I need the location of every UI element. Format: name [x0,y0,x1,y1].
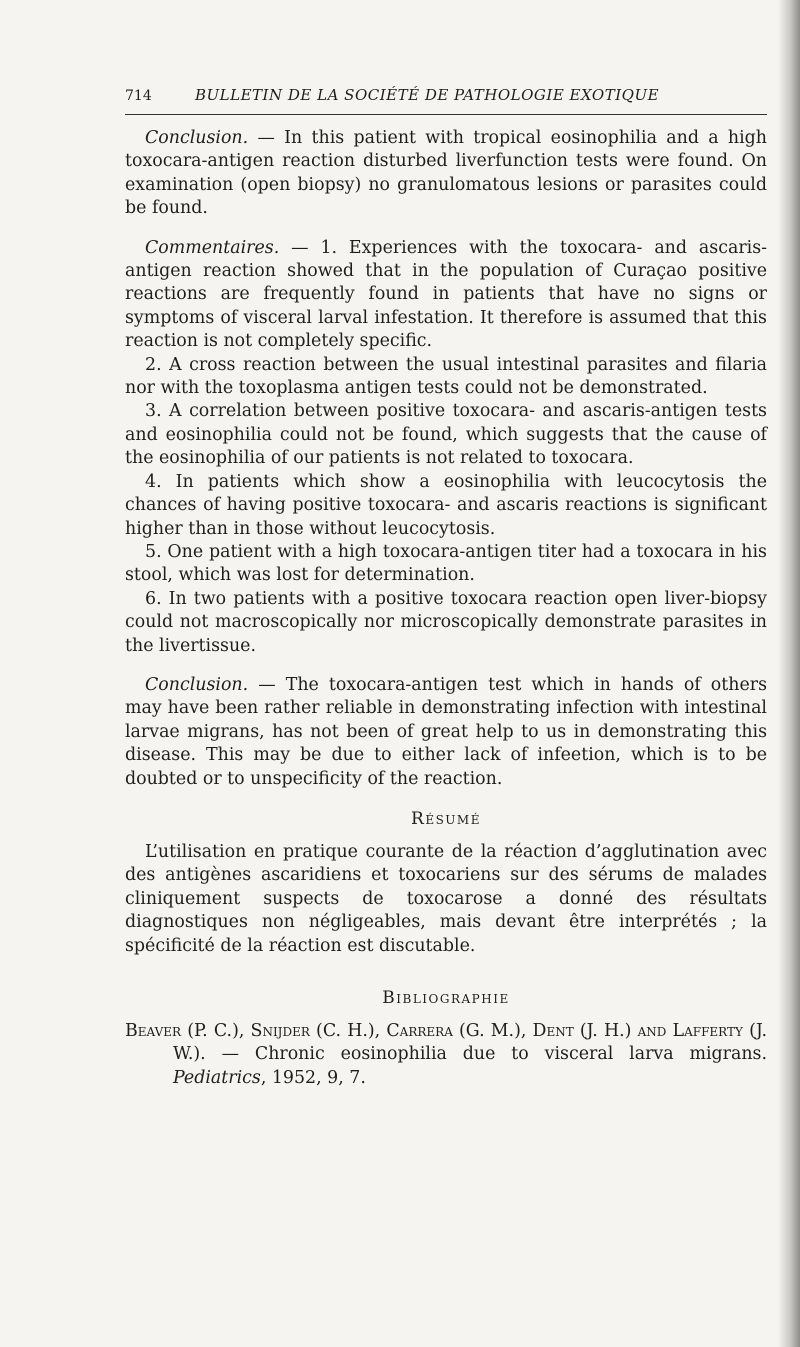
reference-details: , 1952, 9, 7. [260,1067,366,1088]
commentaire-item-3: 3. A correlation between positive toxocara- and ascaris-antigen tests and eosinophilia could not be found, which suggests that the cause of the eosinophilia of our patients is not related to toxocara. [125,401,767,469]
reference-authors: Beaver (P. C.), Snijder (C. H.), Carrera (G. M.), Dent (J. H.) and Lafferty (J. W.). [125,1021,767,1065]
page-edge-shadow [778,0,800,1347]
reference-entry: Beaver (P. C.), Snijder (C. H.), Carrera (G. M.), Dent (J. H.) and Lafferty (J. W.). — Chronic eosinophilia due to visceral larva migrans. Pediatrics, 1952, 9, 7. [125,1021,768,1088]
commentaire-item-5: 5. One patient with a high toxocara-antigen titer had a toxocara in his stool, which was lost for determination. [125,541,767,586]
commentaire-item-2: 2. A cross reaction between the usual intestinal parasites and filaria nor with the toxoplasma antigen tests could not be demonstrated. [125,354,767,399]
running-header [125,86,767,115]
conclusion-2-paragraph: Conclusion. — The toxocara-antigen test which in hands of others may have been rather reliable in demonstrating infection with intestinal larvae migrans, has not been of great help to us in demonstrating this disease. This may be due to either lack of infeetion, which is to be doubted or to unspecificity of the reaction. [125,674,767,789]
bibliographie-heading: Bibliographie [382,988,510,1008]
conclusion-2-text: The toxocara-antigen test which in hands of others may have been rather reliable in demonstrating infection with intestinal larvae migrans, has not been of great help to us in demonstrating this disease. This may be due to either lack of infeetion, which is to be doubted or to unspecificity of the reaction. [125,674,767,789]
resume-text: L’utilisation en pratique courante de la réaction d’agglutination avec des antigènes ascaridiens et toxocariens sur des sérums de malades cliniquement suspects de toxocarose a donné des résultats diagnostiques non négligeables, mais devant être interprétés ; la spécificité de la réaction est discutable. [125,841,767,956]
conclusion-text: In this patient with tropical eosinophilia and a high toxocara-antigen reaction disturbed liverfunction tests were found. On examination (open biopsy) no granulomatous lesions or parasites could be found. [125,128,767,219]
reference-title: Chronic eosinophilia due to visceral larva migrans. [254,1044,768,1065]
commentaire-item-6: 6. In two patients with a positive toxocara reaction open liver-biopsy could not macroscopically nor microscopically demonstrate parasites in the livertissue. [125,588,767,656]
commentaires-paragraph: Commentaires. — 1. Experiences with the toxocara- and ascaris-antigen reaction showed that in the population of Curaçao positive reactions are frequently found in patients that have no signs or symptoms of visceral larval infestation. It therefore is assumed that this reaction is not completely specific. [125,237,767,352]
conclusion-lead: Conclusion. [145,128,249,148]
conclusion-paragraph: Conclusion. — In this patient with tropical eosinophilia and a high toxocara-antigen reaction disturbed liverfunction tests were found. On examination (open biopsy) no granulomatous lesions or parasites could be found. [125,128,767,219]
conclusion-2-lead: Conclusion. [145,674,249,695]
resume-heading: Résumé [411,808,481,829]
commentaires-lead: Commentaires. [145,237,280,258]
page [125,86,767,1090]
page-number: 714 [125,88,152,104]
reference-journal: Pediatrics [173,1067,261,1088]
commentaire-item-4: 4. In patients which show a eosinophilia with leucocytosis the chances of having positive toxocara- and ascaris reactions is significant higher than in those without leucocytosis. [125,471,767,539]
journal-title: BULLETIN DE LA SOCIÉTÉ DE PATHOLOGIE EXOTIQUE [195,86,660,104]
commentaire-item-1: 1. Experiences with the toxocara- and ascaris-antigen reaction showed that in the population of Curaçao positive reactions are frequently found in patients that have no signs or symptoms of visceral larval infestation. It therefore is assumed that this reaction is not completely specific. [125,237,767,352]
